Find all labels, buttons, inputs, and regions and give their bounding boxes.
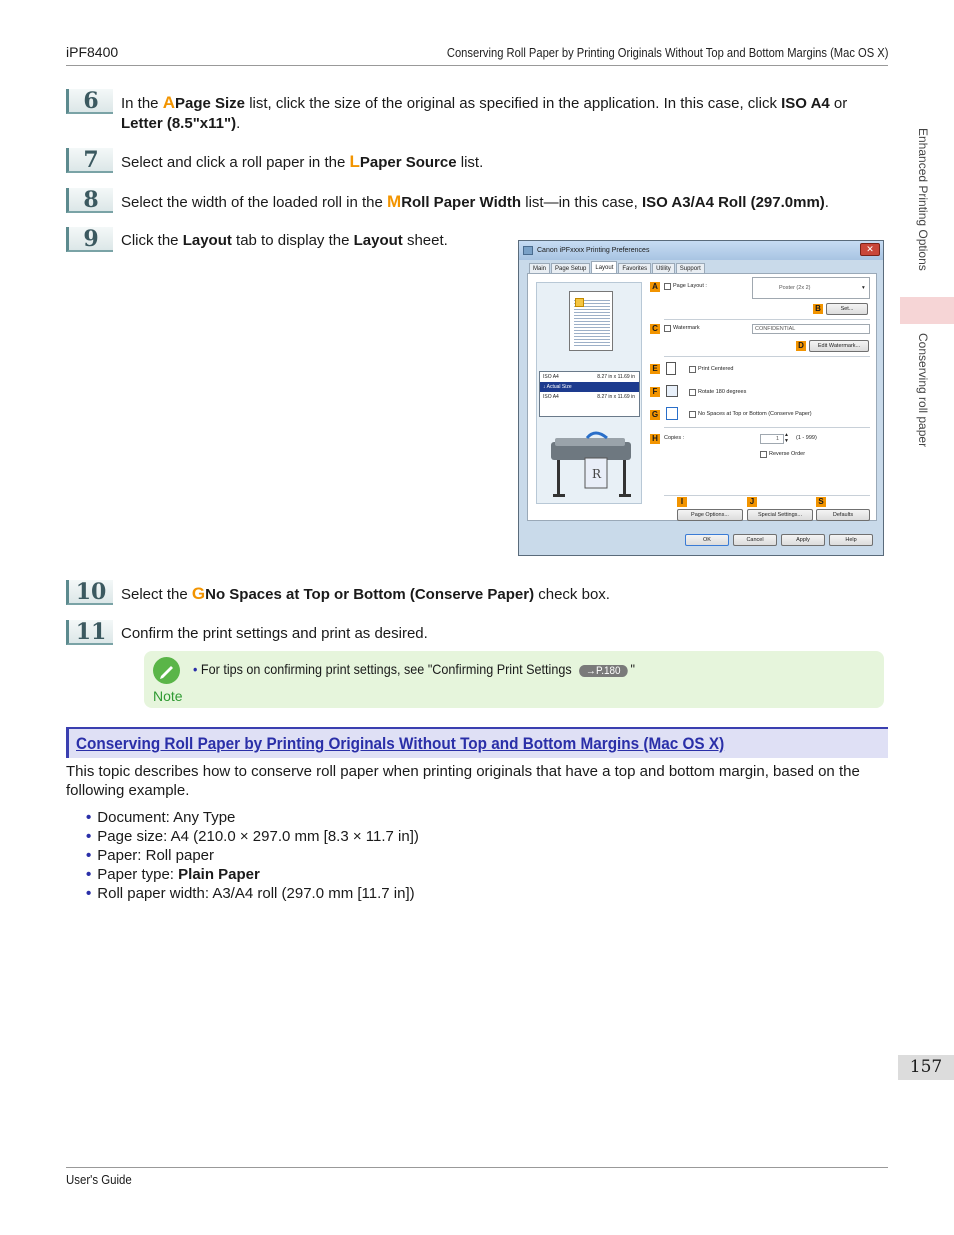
header-product: iPF8400 [66,44,119,60]
set-button[interactable]: Set... [826,303,868,315]
tab-layout[interactable]: Layout [591,261,617,275]
copies-label: Copies : [664,435,685,441]
step-text: Click the Layout tab to display the Layout sheet. [121,232,448,249]
divider [664,427,870,428]
tab-favorites[interactable]: Favorites [618,263,651,275]
watermark-select[interactable]: CONFIDENTIAL [752,324,870,334]
reverse-order-label: Reverse Order [769,451,806,457]
callout-c: C [650,324,660,334]
printer-icon [523,246,533,255]
no-spaces-checkbox[interactable] [689,411,696,418]
callout-i: I [677,497,687,507]
callout-h: H [650,434,660,444]
header-rule [66,65,888,66]
step-text: Select and click a roll paper in the LPaper Source list. [121,152,484,171]
page-preview [569,291,613,351]
printing-preferences-dialog [518,240,884,556]
note-label: Note [153,688,183,704]
section-title: Conserving Roll Paper by Printing Originals Without Top and Bottom Margins (Mac OS X) [76,734,725,753]
list-item: • Paper type: Plain Paper [86,865,419,884]
pencil-icon [153,657,180,684]
callout-a: A [650,282,660,292]
copies-stepper[interactable]: ▲ ▼ [784,432,789,444]
close-icon[interactable]: ✕ [860,243,880,256]
dialog-title: Canon iPFxxxx Printing Preferences [537,247,650,254]
rotate-label: Rotate 180 degrees [698,389,747,395]
dialog-titlebar [519,241,883,260]
page-layout-label: Page Layout : [673,283,707,289]
callout-j: J [747,497,757,507]
step-text: In the APage Size list, click the size of the original as specified in the application. In this case, click ISO A4 or Letter (8.5"x11"). [121,93,848,132]
note-text: • For tips on confirming print settings, see "Confirming Print Settings →P.180 " [193,661,635,677]
apply-button[interactable]: Apply [781,534,825,546]
copies-range: (1 - 999) [796,435,817,441]
callout-g: G [651,410,659,419]
tab-page-setup[interactable]: Page Setup [551,263,590,275]
example-list [86,808,419,903]
page-number: 157 [898,1055,954,1080]
help-button[interactable]: Help [829,534,873,546]
step-number: 10 [66,580,113,605]
section-intro: This topic describes how to conserve roll paper when printing originals that have a top and bottom margin, based on the following example. [66,763,860,799]
rotate-checkbox[interactable] [689,389,696,396]
size-row: ISO A4 8.27 in x 11.69 in [543,394,635,400]
callout-f: F [650,387,660,397]
side-subsection: Conserving roll paper [916,333,930,448]
side-highlight [900,297,954,324]
preview-pane [536,282,642,504]
list-item: • Paper: Roll paper [86,846,419,865]
svg-text:R: R [592,467,602,481]
size-row-selected: ↓ Actual Size [540,382,639,392]
tab-main[interactable]: Main [529,263,550,275]
step-text: Select the width of the loaded roll in the MRoll Paper Width list—in this case, ISO A3/A4 Roll (297.0mm). [121,192,829,211]
no-spaces-label: No Spaces at Top or Bottom (Conserve Paper) [698,411,812,417]
step-number: 9 [66,227,113,252]
ok-button[interactable]: OK [685,534,729,546]
callout-d: D [796,341,806,351]
defaults-button[interactable]: Defaults [816,509,870,521]
step-number: 6 [66,89,113,114]
divider [664,495,870,496]
edit-watermark-button[interactable]: Edit Watermark... [809,340,869,352]
rotate-icon [666,385,678,397]
size-row: ISO A4 8.27 in x 11.69 in [543,374,635,380]
printer-illustration [547,428,637,503]
tab-utility[interactable]: Utility [652,263,675,275]
conserve-paper-icon [666,407,678,420]
watermark-checkbox[interactable] [664,325,671,332]
print-centered-checkbox[interactable] [689,366,696,373]
footer-text: User's Guide [66,1172,132,1187]
print-centered-label: Print Centered [698,366,734,372]
callout-s: S [816,497,826,507]
step-number: 8 [66,188,113,213]
image-icon [575,298,584,307]
tab-support[interactable]: Support [676,263,705,275]
header-title: Conserving Roll Paper by Printing Originals Without Top and Bottom Margins (Mac OS X) [446,45,888,60]
layout-panel [527,273,877,521]
step-text: Confirm the print settings and print as desired. [121,625,428,642]
footer-rule [66,1167,888,1168]
reverse-order-checkbox[interactable] [760,451,767,458]
step-number: 7 [66,148,113,173]
watermark-label: Watermark [673,325,700,331]
divider [664,319,870,320]
list-item: • Document: Any Type [86,808,419,827]
size-info-box [539,371,640,417]
list-item: • Roll paper width: A3/A4 roll (297.0 mm [11.7 in]) [86,884,419,903]
page-centered-icon [666,362,676,375]
chevron-down-icon: ▾ [862,285,865,291]
note-box [144,651,884,708]
divider [664,356,870,357]
page-layout-select[interactable]: Poster (2x 2) [752,277,870,299]
page-options-button[interactable]: Page Options... [677,509,743,521]
side-section: Enhanced Printing Options [916,128,930,271]
callout-b: B [813,304,823,314]
callout-e: E [650,364,660,374]
step-text: Select the GNo Spaces at Top or Bottom (Conserve Paper) check box. [121,584,610,603]
copies-input[interactable]: 1 [760,434,784,444]
special-settings-button[interactable]: Special Settings... [747,509,813,521]
page-ref-link[interactable]: →P.180 [579,665,628,677]
page-layout-checkbox[interactable] [664,283,671,290]
step-number: 11 [66,620,113,645]
list-item: • Page size: A4 (210.0 × 297.0 mm [8.3 × 11.7 in]) [86,827,419,846]
cancel-button[interactable]: Cancel [733,534,777,546]
